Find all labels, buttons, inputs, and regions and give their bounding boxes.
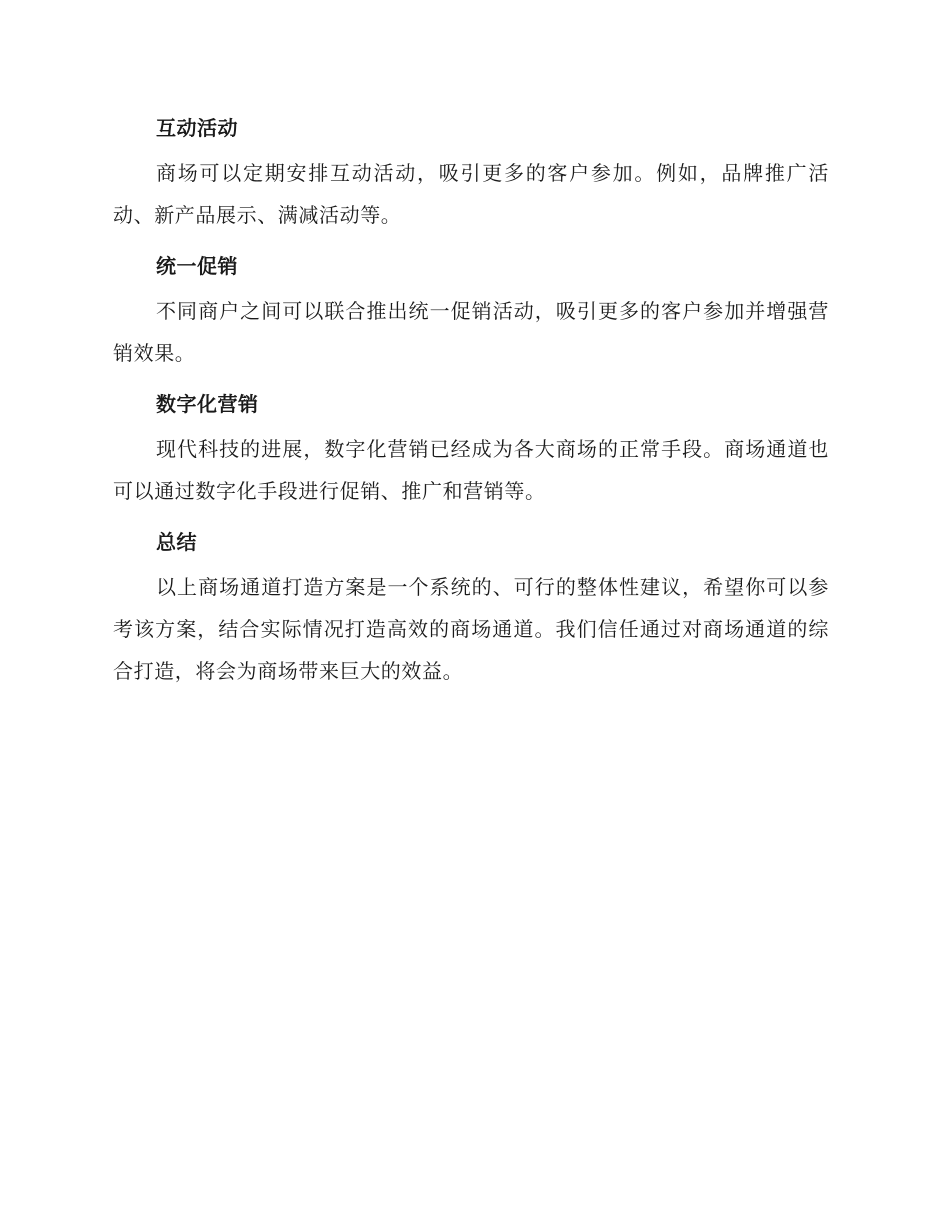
section-interactive-activities: [113, 108, 829, 236]
section-summary: [113, 522, 829, 692]
section-unified-promotion: [113, 246, 829, 374]
section-paragraph: 现代科技的进展，数字化营销已经成为各大商场的正常手段。商场通道也可以通过数字化手段进行促销、推广和营销等。: [113, 437, 829, 503]
section-digital-marketing: [113, 384, 829, 512]
section-heading: 统一促销: [156, 254, 238, 278]
section-heading: 总结: [156, 530, 197, 554]
section-paragraph: 商场可以定期安排互动活动，吸引更多的客户参加。例如，品牌推广活动、新产品展示、满减活动等。: [113, 161, 829, 227]
section-paragraph: 以上商场通道打造方案是一个系统的、可行的整体性建议，希望你可以参考该方案，结合实际情况打造高效的商场通道。我们信任通过对商场通道的综合打造，将会为商场带来巨大的效益。: [113, 575, 829, 683]
section-heading: 互动活动: [156, 116, 238, 140]
section-heading: 数字化营销: [156, 392, 259, 416]
section-paragraph: 不同商户之间可以联合推出统一促销活动，吸引更多的客户参加并增强营销效果。: [113, 299, 829, 365]
document-content: [113, 108, 829, 702]
